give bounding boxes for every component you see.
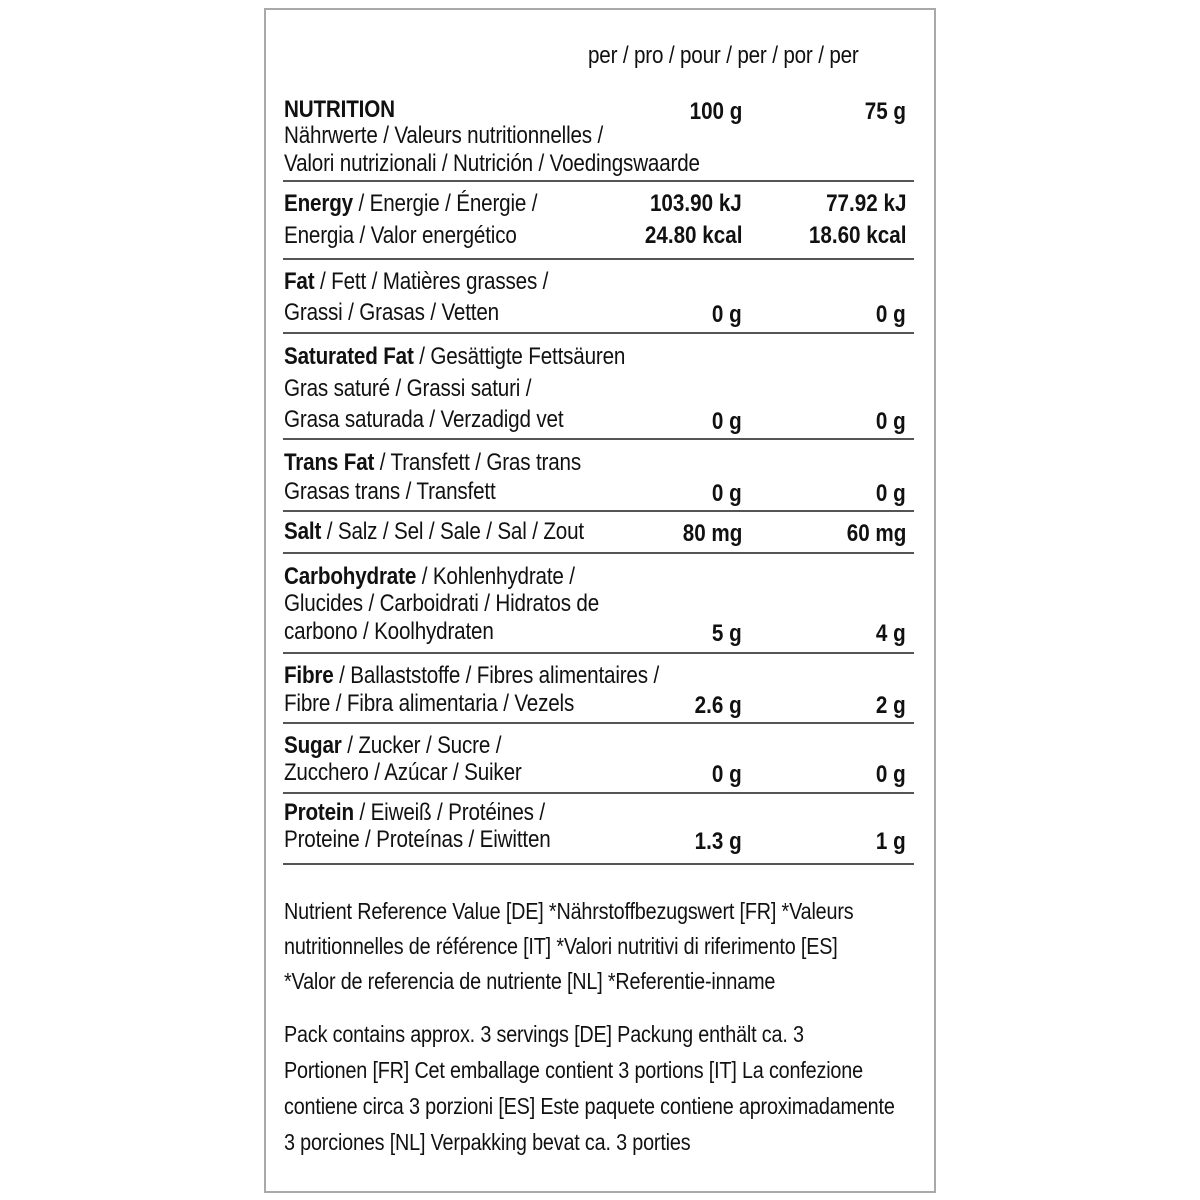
divider xyxy=(283,510,914,512)
sugar-100g: 0 g xyxy=(712,761,742,788)
protein-100g: 1.3 g xyxy=(694,828,742,855)
column-header-100g: 100 g xyxy=(689,98,742,125)
fat-75g: 0 g xyxy=(876,301,906,328)
protein-label-bold: Protein xyxy=(284,799,354,826)
sugar-75g: 0 g xyxy=(876,761,906,788)
servings-footnote-line-3: contiene circa 3 porzioni [ES] Este paquete contiene aproximadamente xyxy=(284,1093,895,1119)
divider xyxy=(283,332,914,334)
salt-label-rest: / Salz / Sel / Sale / Sal / Zout xyxy=(321,518,584,545)
nrv-footnote-line-2: nutritionnelles de référence [IT] *Valori nutritivi di riferimento [ES] xyxy=(284,933,838,959)
trans-fat-label-bold: Trans Fat xyxy=(284,449,375,476)
sugar-label-line-1 xyxy=(284,732,501,760)
sugar-label-line-2: Zucchero / Azúcar / Suiker xyxy=(284,759,522,786)
divider xyxy=(283,552,914,554)
fat-100g: 0 g xyxy=(712,301,742,328)
column-header-75g: 75 g xyxy=(864,98,906,125)
carbohydrate-100g: 5 g xyxy=(712,620,742,647)
divider xyxy=(283,652,914,654)
saturated-fat-label-line-1 xyxy=(284,343,625,371)
carbohydrate-label-line-2: Glucides / Carboidrati / Hidratos de xyxy=(284,590,600,617)
saturated-fat-label-line-2: Gras saturé / Grassi saturi / xyxy=(284,375,532,402)
protein-label-rest: / Eiweiß / Protéines / xyxy=(353,799,545,826)
fibre-100g: 2.6 g xyxy=(694,692,742,719)
energy-75g-kj: 77.92 kJ xyxy=(825,190,906,217)
energy-label-bold: Energy xyxy=(284,190,353,217)
saturated-fat-label-rest: / Gesättigte Fettsäuren xyxy=(413,343,626,370)
fibre-label-rest: / Ballaststoffe / Fibres alimentaires / xyxy=(333,662,660,689)
carbohydrate-label-rest: / Kohlenhydrate / xyxy=(416,563,575,590)
carbohydrate-label-line-3: carbono / Koolhydraten xyxy=(284,618,494,645)
saturated-fat-label-line-3: Grasa saturada / Verzadigd vet xyxy=(284,406,564,433)
trans-fat-label-rest: / Transfett / Gras trans xyxy=(374,449,581,476)
fat-label-line-2: Grassi / Grasas / Vetten xyxy=(284,299,499,326)
fat-label-rest: / Fett / Matières grasses / xyxy=(314,268,549,295)
protein-75g: 1 g xyxy=(876,828,906,855)
trans-fat-label-line-1 xyxy=(284,449,581,477)
salt-100g: 80 mg xyxy=(682,520,742,547)
energy-75g-kcal: 18.60 kcal xyxy=(808,222,906,249)
trans-fat-label-line-2: Grasas trans / Transfett xyxy=(284,478,496,505)
sugar-label-bold: Sugar xyxy=(284,732,342,759)
fat-label-line-1 xyxy=(284,268,548,296)
carbohydrate-label-bold: Carbohydrate xyxy=(284,563,417,590)
servings-footnote-line-2: Portionen [FR] Cet emballage contient 3 portions [IT] La confezione xyxy=(284,1057,863,1083)
divider xyxy=(283,863,914,865)
divider xyxy=(283,180,914,182)
servings-footnote-line-1: Pack contains approx. 3 servings [DE] Packung enthält ca. 3 xyxy=(284,1021,804,1047)
fibre-label-line-2: Fibre / Fibra alimentaria / Vezels xyxy=(284,690,575,717)
divider xyxy=(283,258,914,260)
divider xyxy=(283,722,914,724)
divider xyxy=(283,438,914,440)
nutrition-title: NUTRITION xyxy=(284,96,395,123)
saturated-fat-label-bold: Saturated Fat xyxy=(284,343,414,370)
energy-label-line-2: Energia / Valor energético xyxy=(284,222,517,249)
energy-label-line-1 xyxy=(284,190,537,218)
servings-footnote-line-4: 3 porciones [NL] Verpakking bevat ca. 3 porties xyxy=(284,1129,691,1155)
carbohydrate-75g: 4 g xyxy=(876,620,906,647)
trans-fat-75g: 0 g xyxy=(876,480,906,507)
energy-100g-kj: 103.90 kJ xyxy=(650,190,742,217)
nutrition-subtitle-2: Valori nutrizionali / Nutrición / Voedingswaarde xyxy=(284,150,700,177)
energy-100g-kcal: 24.80 kcal xyxy=(644,222,742,249)
carbohydrate-label-line-1 xyxy=(284,563,575,591)
salt-label-bold: Salt xyxy=(284,518,322,545)
salt-75g: 60 mg xyxy=(846,520,906,547)
protein-label-line-2: Proteine / Proteínas / Eiwitten xyxy=(284,826,551,853)
energy-label-rest: / Energie / Énergie / xyxy=(352,190,538,217)
fat-label-bold: Fat xyxy=(284,268,315,295)
fibre-75g: 2 g xyxy=(876,692,906,719)
fibre-label-line-1 xyxy=(284,662,659,690)
nrv-footnote-line-3: *Valor de referencia de nutriente [NL] *Referentie-inname xyxy=(284,968,776,994)
per-label: per / pro / pour / per / por / per xyxy=(588,42,859,69)
divider xyxy=(283,792,914,794)
nrv-footnote-line-1: Nutrient Reference Value [DE] *Nährstoffbezugswert [FR] *Valeurs xyxy=(284,898,854,924)
nutrition-subtitle-1: Nährwerte / Valeurs nutritionnelles / xyxy=(284,122,604,149)
sugar-label-rest: / Zucker / Sucre / xyxy=(341,732,502,759)
protein-label-line-1 xyxy=(284,799,545,827)
fibre-label-bold: Fibre xyxy=(284,662,334,689)
saturated-fat-75g: 0 g xyxy=(876,408,906,435)
trans-fat-100g: 0 g xyxy=(712,480,742,507)
salt-label xyxy=(284,518,584,546)
saturated-fat-100g: 0 g xyxy=(712,408,742,435)
